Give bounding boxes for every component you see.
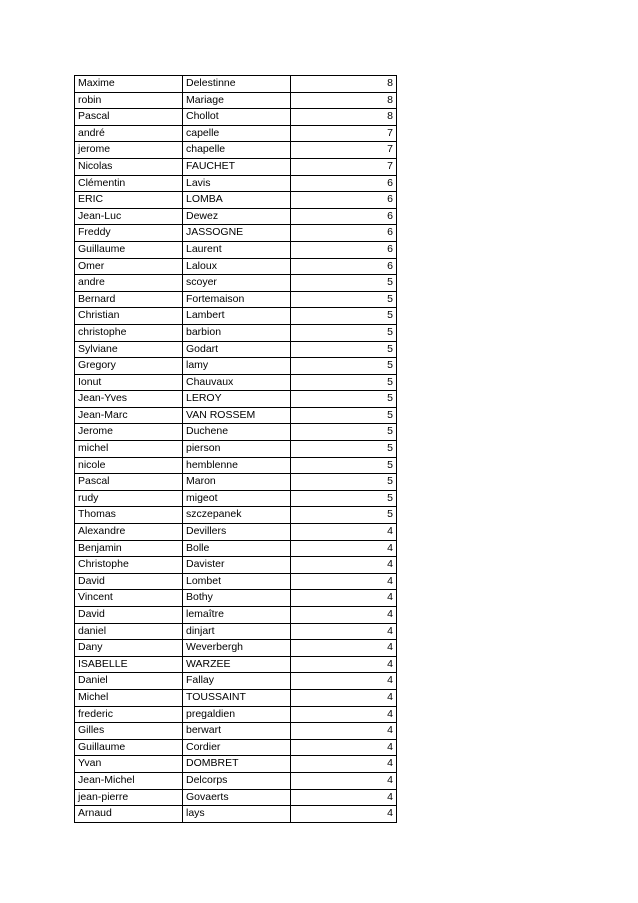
first-name-cell: ISABELLE — [75, 656, 183, 673]
count-cell: 4 — [291, 772, 397, 789]
last-name-cell: szczepanek — [183, 507, 291, 524]
count-cell: 6 — [291, 225, 397, 242]
table-row — [75, 640, 397, 657]
count-cell: 5 — [291, 424, 397, 441]
last-name-cell: Cordier — [183, 739, 291, 756]
first-name-cell: Gilles — [75, 723, 183, 740]
first-name-cell: Arnaud — [75, 806, 183, 823]
table-row — [75, 590, 397, 607]
count-cell: 4 — [291, 607, 397, 624]
count-cell: 4 — [291, 806, 397, 823]
count-cell: 5 — [291, 407, 397, 424]
table-row — [75, 341, 397, 358]
last-name-cell: chapelle — [183, 142, 291, 159]
last-name-cell: hemblenne — [183, 457, 291, 474]
first-name-cell: Alexandre — [75, 524, 183, 541]
last-name-cell: pierson — [183, 441, 291, 458]
table-row — [75, 573, 397, 590]
count-cell: 4 — [291, 640, 397, 657]
last-name-cell: Maron — [183, 474, 291, 491]
table-row — [75, 308, 397, 325]
table-row — [75, 76, 397, 93]
count-cell: 6 — [291, 241, 397, 258]
count-cell: 4 — [291, 573, 397, 590]
count-cell: 4 — [291, 723, 397, 740]
first-name-cell: Omer — [75, 258, 183, 275]
last-name-cell: VAN ROSSEM — [183, 407, 291, 424]
table-body — [75, 76, 397, 823]
first-name-cell: rudy — [75, 490, 183, 507]
table-row — [75, 275, 397, 292]
last-name-cell: capelle — [183, 125, 291, 142]
last-name-cell: lays — [183, 806, 291, 823]
table-row — [75, 225, 397, 242]
table-row — [75, 689, 397, 706]
count-cell: 4 — [291, 540, 397, 557]
first-name-cell: David — [75, 573, 183, 590]
table-row — [75, 739, 397, 756]
count-cell: 5 — [291, 374, 397, 391]
last-name-cell: Laurent — [183, 241, 291, 258]
count-cell: 5 — [291, 457, 397, 474]
table-row — [75, 125, 397, 142]
first-name-cell: michel — [75, 441, 183, 458]
table-row — [75, 175, 397, 192]
first-name-cell: Jean-Yves — [75, 391, 183, 408]
count-cell: 4 — [291, 656, 397, 673]
count-cell: 8 — [291, 92, 397, 109]
count-cell: 4 — [291, 706, 397, 723]
first-name-cell: Bernard — [75, 291, 183, 308]
first-name-cell: Clémentin — [75, 175, 183, 192]
count-cell: 4 — [291, 789, 397, 806]
first-name-cell: jerome — [75, 142, 183, 159]
count-cell: 5 — [291, 391, 397, 408]
count-cell: 7 — [291, 125, 397, 142]
count-cell: 6 — [291, 175, 397, 192]
table-row — [75, 258, 397, 275]
table-row — [75, 158, 397, 175]
count-cell: 5 — [291, 308, 397, 325]
table-row — [75, 789, 397, 806]
first-name-cell: Pascal — [75, 474, 183, 491]
table-row — [75, 374, 397, 391]
first-name-cell: nicole — [75, 457, 183, 474]
first-name-cell: Guillaume — [75, 739, 183, 756]
count-cell: 5 — [291, 291, 397, 308]
last-name-cell: Duchene — [183, 424, 291, 441]
table-row — [75, 192, 397, 209]
last-name-cell: Bolle — [183, 540, 291, 557]
last-name-cell: TOUSSAINT — [183, 689, 291, 706]
count-cell: 6 — [291, 208, 397, 225]
last-name-cell: Chollot — [183, 109, 291, 126]
count-cell: 4 — [291, 689, 397, 706]
table-row — [75, 474, 397, 491]
count-cell: 6 — [291, 192, 397, 209]
count-cell: 5 — [291, 507, 397, 524]
table-row — [75, 441, 397, 458]
count-cell: 6 — [291, 258, 397, 275]
first-name-cell: Thomas — [75, 507, 183, 524]
count-cell: 8 — [291, 76, 397, 93]
first-name-cell: robin — [75, 92, 183, 109]
count-cell: 4 — [291, 673, 397, 690]
first-name-cell: Daniel — [75, 673, 183, 690]
last-name-cell: Laloux — [183, 258, 291, 275]
table-row — [75, 507, 397, 524]
last-name-cell: Weverbergh — [183, 640, 291, 657]
first-name-cell: daniel — [75, 623, 183, 640]
table-row — [75, 457, 397, 474]
last-name-cell: Fallay — [183, 673, 291, 690]
first-name-cell: Jean-Michel — [75, 772, 183, 789]
table-row — [75, 92, 397, 109]
count-cell: 5 — [291, 358, 397, 375]
last-name-cell: Chauvaux — [183, 374, 291, 391]
last-name-cell: Godart — [183, 341, 291, 358]
first-name-cell: christophe — [75, 324, 183, 341]
first-name-cell: Ionut — [75, 374, 183, 391]
last-name-cell: JASSOGNE — [183, 225, 291, 242]
first-name-cell: Nicolas — [75, 158, 183, 175]
table-row — [75, 241, 397, 258]
last-name-cell: Fortemaison — [183, 291, 291, 308]
table-row — [75, 540, 397, 557]
count-cell: 5 — [291, 441, 397, 458]
table-row — [75, 806, 397, 823]
count-cell: 4 — [291, 739, 397, 756]
first-name-cell: Sylviane — [75, 341, 183, 358]
first-name-cell: andré — [75, 125, 183, 142]
first-name-cell: Benjamin — [75, 540, 183, 557]
last-name-cell: Bothy — [183, 590, 291, 607]
count-cell: 5 — [291, 474, 397, 491]
count-cell: 5 — [291, 490, 397, 507]
table-row — [75, 723, 397, 740]
first-name-cell: Maxime — [75, 76, 183, 93]
first-name-cell: Jean-Luc — [75, 208, 183, 225]
table-row — [75, 656, 397, 673]
count-cell: 4 — [291, 524, 397, 541]
last-name-cell: Davister — [183, 557, 291, 574]
table-row — [75, 324, 397, 341]
last-name-cell: Mariage — [183, 92, 291, 109]
last-name-cell: pregaldien — [183, 706, 291, 723]
table-row — [75, 673, 397, 690]
table-row — [75, 490, 397, 507]
last-name-cell: dinjart — [183, 623, 291, 640]
first-name-cell: Pascal — [75, 109, 183, 126]
last-name-cell: scoyer — [183, 275, 291, 292]
count-cell: 5 — [291, 324, 397, 341]
count-cell: 4 — [291, 623, 397, 640]
last-name-cell: migeot — [183, 490, 291, 507]
count-cell: 8 — [291, 109, 397, 126]
last-name-cell: Delestinne — [183, 76, 291, 93]
table-row — [75, 109, 397, 126]
last-name-cell: LOMBA — [183, 192, 291, 209]
table-row — [75, 772, 397, 789]
last-name-cell: Govaerts — [183, 789, 291, 806]
count-cell: 4 — [291, 590, 397, 607]
last-name-cell: DOMBRET — [183, 756, 291, 773]
last-name-cell: berwart — [183, 723, 291, 740]
count-cell: 7 — [291, 158, 397, 175]
table-row — [75, 706, 397, 723]
count-cell: 4 — [291, 756, 397, 773]
last-name-cell: FAUCHET — [183, 158, 291, 175]
first-name-cell: Gregory — [75, 358, 183, 375]
last-name-cell: lemaître — [183, 607, 291, 624]
first-name-cell: frederic — [75, 706, 183, 723]
first-name-cell: Jerome — [75, 424, 183, 441]
count-cell: 4 — [291, 557, 397, 574]
table-row — [75, 524, 397, 541]
table-row — [75, 623, 397, 640]
first-name-cell: Jean-Marc — [75, 407, 183, 424]
last-name-cell: barbion — [183, 324, 291, 341]
first-name-cell: jean-pierre — [75, 789, 183, 806]
table-row — [75, 391, 397, 408]
first-name-cell: andre — [75, 275, 183, 292]
table-row — [75, 424, 397, 441]
last-name-cell: Lavis — [183, 175, 291, 192]
table-row — [75, 407, 397, 424]
table-row — [75, 142, 397, 159]
name-count-table — [74, 75, 397, 823]
table-row — [75, 208, 397, 225]
count-cell: 5 — [291, 275, 397, 292]
first-name-cell: Christophe — [75, 557, 183, 574]
last-name-cell: Devillers — [183, 524, 291, 541]
last-name-cell: lamy — [183, 358, 291, 375]
first-name-cell: ERIC — [75, 192, 183, 209]
first-name-cell: Vincent — [75, 590, 183, 607]
table-row — [75, 291, 397, 308]
count-cell: 7 — [291, 142, 397, 159]
table-row — [75, 756, 397, 773]
last-name-cell: Dewez — [183, 208, 291, 225]
first-name-cell: Christian — [75, 308, 183, 325]
first-name-cell: Dany — [75, 640, 183, 657]
first-name-cell: Freddy — [75, 225, 183, 242]
first-name-cell: David — [75, 607, 183, 624]
last-name-cell: LEROY — [183, 391, 291, 408]
table-row — [75, 358, 397, 375]
count-cell: 5 — [291, 341, 397, 358]
table-row — [75, 607, 397, 624]
last-name-cell: Delcorps — [183, 772, 291, 789]
first-name-cell: Guillaume — [75, 241, 183, 258]
last-name-cell: Lombet — [183, 573, 291, 590]
last-name-cell: WARZEE — [183, 656, 291, 673]
last-name-cell: Lambert — [183, 308, 291, 325]
first-name-cell: Michel — [75, 689, 183, 706]
table-row — [75, 557, 397, 574]
first-name-cell: Yvan — [75, 756, 183, 773]
